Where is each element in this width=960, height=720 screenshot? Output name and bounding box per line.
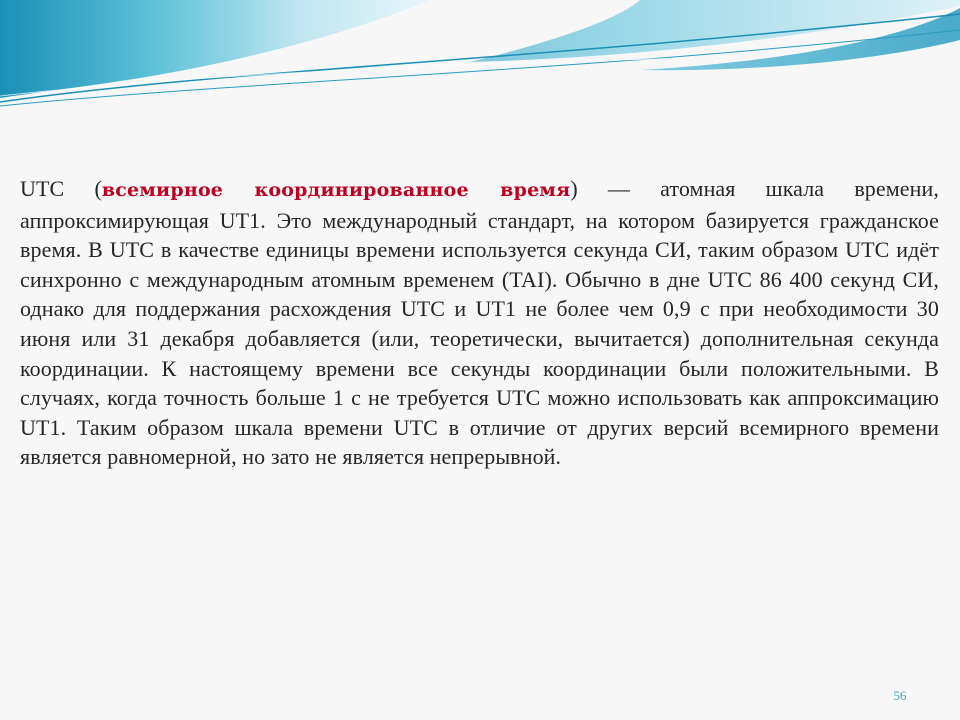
slide-paragraph bbox=[20, 174, 939, 472]
page-number: 56 bbox=[893, 688, 907, 703]
paragraph-lead: UTC ( bbox=[20, 176, 102, 201]
highlighted-term: всемирное координированное время bbox=[101, 179, 571, 201]
wave-header-decoration bbox=[0, 0, 960, 120]
paragraph-rest: ) — атомная шкала времени, аппроксимирующая UT1. Это международный стандарт, на котором базируется гражданское время. В UTC в качестве единицы времени используется секунда СИ, таким образом UTC идёт синхронно с международным атомным временем (TAI). Обычно в дне UTC 86 400 секунд СИ, однако для поддержания расхождения UTC и UT1 не более чем 0,9 с при необходимости 30 июня или 31 декабря добавляется (или, теоретически, вычитается) дополнительная секунда координации. К настоящему времени все секунды координации были положительными. В случаях, когда точность больше 1 с не требуется UTC можно использовать как аппроксимацию UT1. Таким образом шкала времени UTC в отличие от других версий всемирного времени является равномерной, но зато не является непрерывной. bbox=[20, 176, 940, 470]
